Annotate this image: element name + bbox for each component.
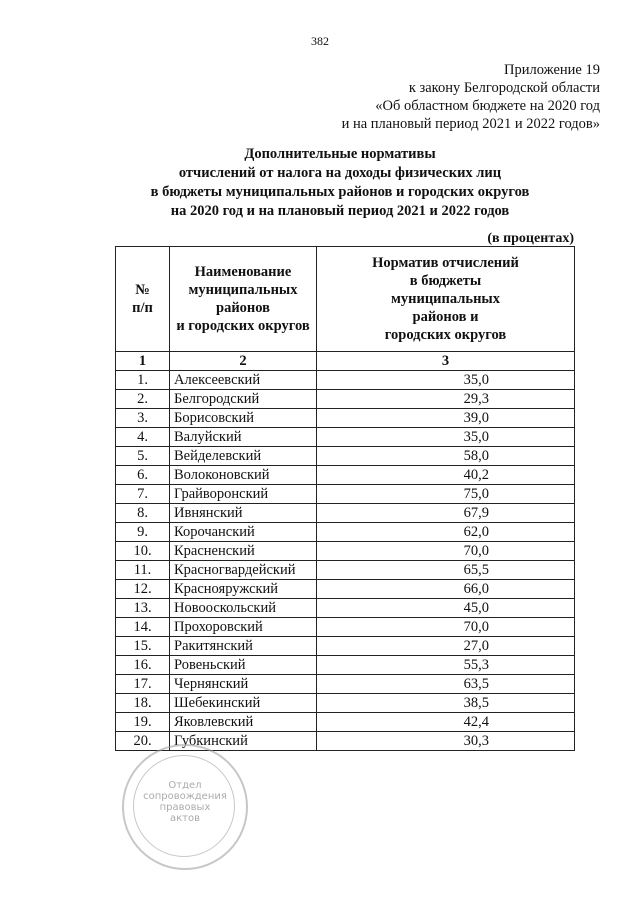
row-number: 19.: [116, 713, 170, 732]
header-text: городских округов: [384, 327, 507, 343]
table-row: [116, 694, 575, 713]
header-value: [317, 247, 575, 352]
table-row: [116, 504, 575, 523]
header-text: муниципальных: [390, 291, 500, 307]
table-row: [116, 713, 575, 732]
appendix-reference: [270, 61, 600, 133]
row-number: 9.: [116, 523, 170, 542]
row-number: 4.: [116, 428, 170, 447]
header-text: п/п: [132, 300, 153, 316]
title-line: Дополнительные нормативы: [244, 146, 436, 162]
row-name: Алексеевский: [170, 371, 317, 390]
table-body: [116, 371, 575, 751]
norms-table: [115, 246, 575, 751]
row-number: 10.: [116, 542, 170, 561]
row-number: 13.: [116, 599, 170, 618]
row-number: 6.: [116, 466, 170, 485]
title-line: на 2020 год и на плановый период 2021 и 2022 годов: [170, 203, 510, 219]
row-number: 20.: [116, 732, 170, 751]
row-number: 8.: [116, 504, 170, 523]
units-note: (в процентах): [487, 231, 574, 246]
row-name: Яковлевский: [170, 713, 317, 732]
row-value: 75,0: [317, 485, 575, 504]
row-value: 55,3: [317, 656, 575, 675]
table-row: [116, 656, 575, 675]
row-value: 38,5: [317, 694, 575, 713]
row-name: Чернянский: [170, 675, 317, 694]
table-row: [116, 485, 575, 504]
row-value: 63,5: [317, 675, 575, 694]
page-number: 382: [311, 34, 329, 48]
header-num: [116, 247, 170, 352]
row-number: 2.: [116, 390, 170, 409]
row-name: Ракитянский: [170, 637, 317, 656]
row-name: Белгородский: [170, 390, 317, 409]
stamp-line: Отдел: [168, 780, 202, 791]
row-value: 35,0: [317, 428, 575, 447]
header-text: в бюджеты: [409, 273, 482, 289]
row-name: Красногвардейский: [170, 561, 317, 580]
row-value: 70,0: [317, 542, 575, 561]
row-number: 7.: [116, 485, 170, 504]
header-text: районов и: [412, 309, 479, 325]
table-row: [116, 390, 575, 409]
row-number: 11.: [116, 561, 170, 580]
row-name: Борисовский: [170, 409, 317, 428]
row-number: 15.: [116, 637, 170, 656]
table-row: [116, 561, 575, 580]
row-name: Корочанский: [170, 523, 317, 542]
row-value: 39,0: [317, 409, 575, 428]
row-value: 67,9: [317, 504, 575, 523]
header-text: и городских округов: [176, 318, 310, 334]
stamp-line: сопровождения: [143, 791, 227, 802]
table-row: [116, 409, 575, 428]
table-row: [116, 447, 575, 466]
row-number: 17.: [116, 675, 170, 694]
title-line: в бюджеты муниципальных районов и городских округов: [150, 184, 530, 200]
appendix-line: и на плановый период 2021 и 2022 годов»: [341, 116, 600, 132]
row-name: Ровеньский: [170, 656, 317, 675]
column-number: 2: [170, 352, 317, 371]
row-name: Грайворонский: [170, 485, 317, 504]
row-number: 18.: [116, 694, 170, 713]
table-row: [116, 580, 575, 599]
table-row: [116, 466, 575, 485]
table-row: [116, 618, 575, 637]
row-name: Вейделевский: [170, 447, 317, 466]
row-value: 45,0: [317, 599, 575, 618]
row-name: Новооскольский: [170, 599, 317, 618]
row-value: 70,0: [317, 618, 575, 637]
appendix-line: «Об областном бюджете на 2020 год: [375, 98, 600, 114]
header-name: [170, 247, 317, 352]
table-row: [116, 675, 575, 694]
appendix-line: Приложение 19: [504, 62, 600, 78]
row-name: Прохоровский: [170, 618, 317, 637]
row-number: 5.: [116, 447, 170, 466]
stamp-text: [124, 780, 246, 824]
stamp-line: правовых: [159, 802, 211, 813]
row-name: Валуйский: [170, 428, 317, 447]
row-name: Красненский: [170, 542, 317, 561]
row-value: 29,3: [317, 390, 575, 409]
column-number: 3: [317, 352, 575, 371]
title-line: отчислений от налога на доходы физических лиц: [178, 165, 502, 181]
appendix-line: к закону Белгородской области: [408, 80, 600, 96]
stamp-seal: [122, 744, 248, 870]
row-value: 65,5: [317, 561, 575, 580]
table-header-row: [116, 247, 575, 352]
row-name: Волоконовский: [170, 466, 317, 485]
row-number: 16.: [116, 656, 170, 675]
row-value: 35,0: [317, 371, 575, 390]
table-row: [116, 428, 575, 447]
row-number: 14.: [116, 618, 170, 637]
header-text: Наименование: [194, 264, 292, 280]
header-text: Норматив отчислений: [372, 255, 519, 271]
table-row: [116, 523, 575, 542]
header-text: №: [135, 282, 150, 298]
row-value: 66,0: [317, 580, 575, 599]
row-number: 3.: [116, 409, 170, 428]
row-value: 40,2: [317, 466, 575, 485]
row-value: 27,0: [317, 637, 575, 656]
row-name: Шебекинский: [170, 694, 317, 713]
row-number: 1.: [116, 371, 170, 390]
header-text: муниципальных районов: [188, 282, 298, 316]
row-name: Ивнянский: [170, 504, 317, 523]
table-row: [116, 542, 575, 561]
row-value: 58,0: [317, 447, 575, 466]
table-row: [116, 637, 575, 656]
row-value: 30,3: [317, 732, 575, 751]
row-name: Краснояружский: [170, 580, 317, 599]
table-row: [116, 599, 575, 618]
row-value: 62,0: [317, 523, 575, 542]
stamp-line: актов: [169, 813, 200, 824]
row-value: 42,4: [317, 713, 575, 732]
row-name: Губкинский: [170, 732, 317, 751]
table-row: [116, 371, 575, 390]
column-number-row: [116, 352, 575, 371]
row-number: 12.: [116, 580, 170, 599]
column-number: 1: [116, 352, 170, 371]
document-title: [100, 145, 580, 221]
